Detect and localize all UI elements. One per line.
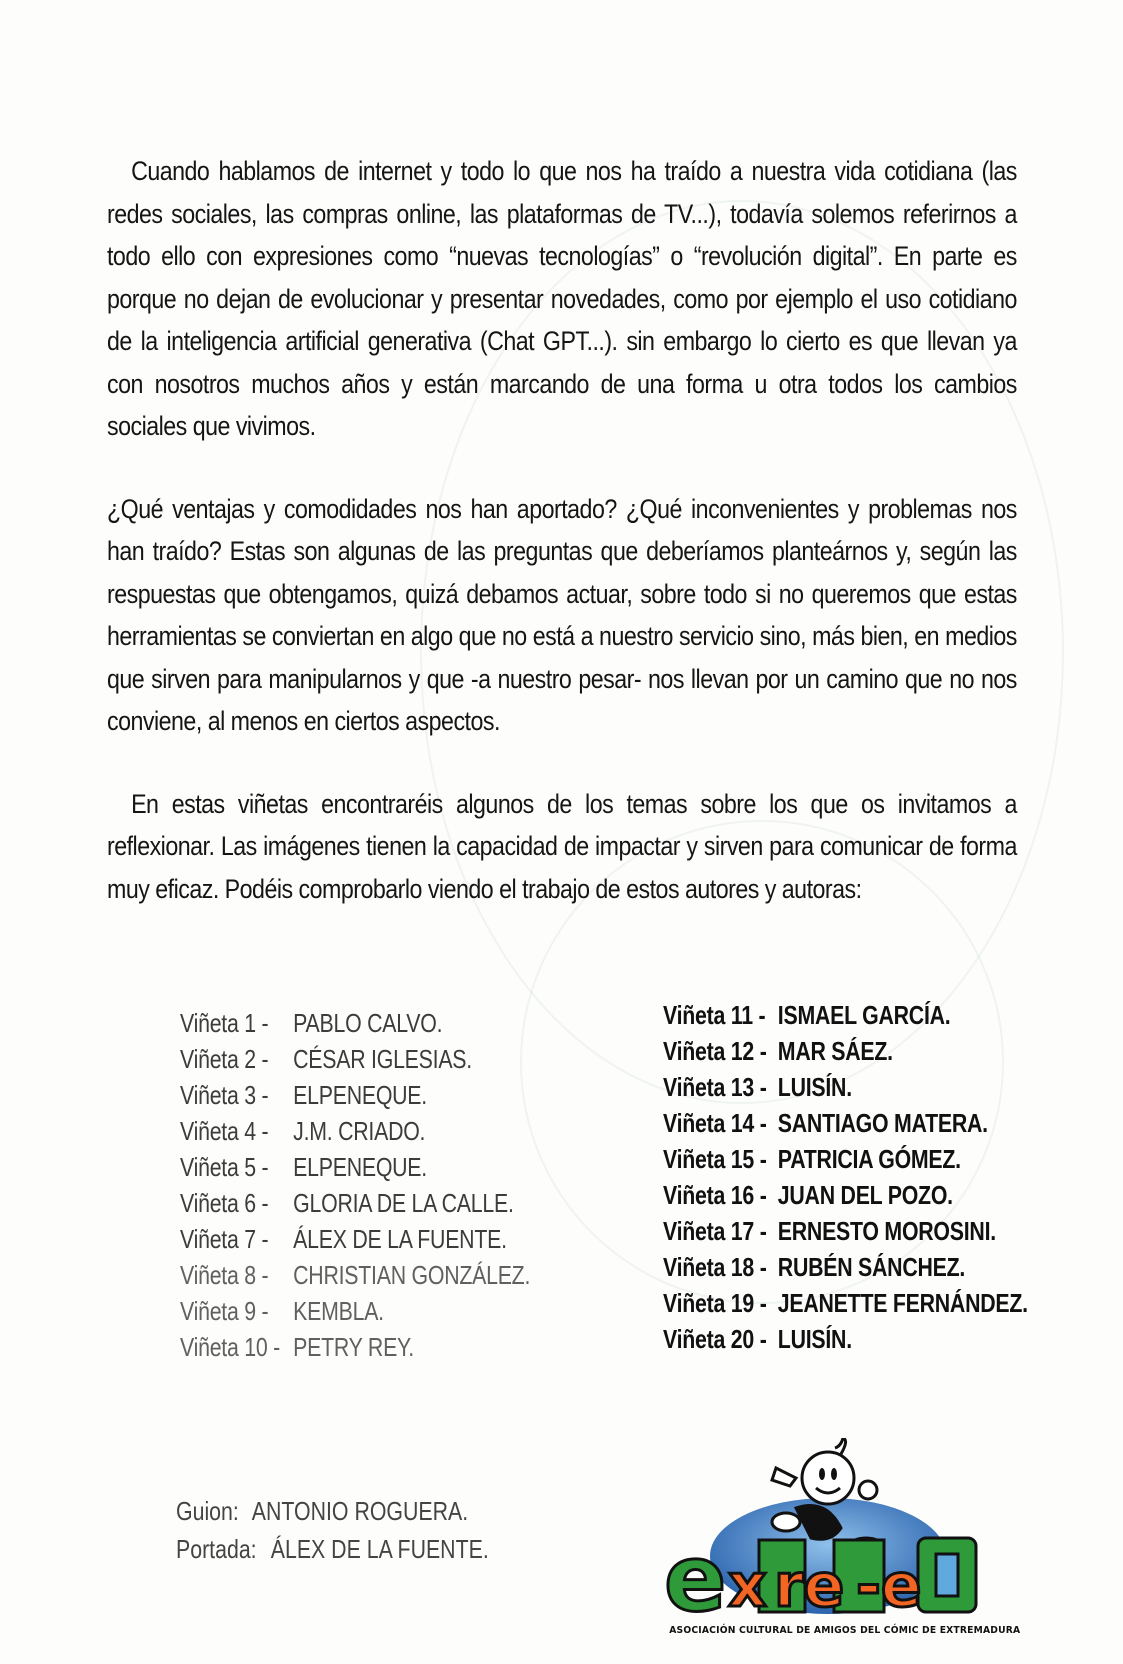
- paragraph-invitation: [107, 783, 1017, 911]
- vineta-label: Viñeta 4 -: [180, 1116, 269, 1146]
- paragraph-questions: [107, 488, 1017, 743]
- vineta-author: MAR SÁEZ.: [777, 1036, 893, 1066]
- vineta-label: Viñeta 5 -: [180, 1152, 269, 1182]
- vineta-list-item: [180, 1257, 530, 1293]
- vineta-label: Viñeta 11 -: [663, 1000, 766, 1030]
- vineta-label: Viñeta 1 -: [180, 1008, 269, 1038]
- credit-portada: [176, 1530, 489, 1568]
- credit-guion-label: Guion:: [176, 1496, 239, 1526]
- svg-text:e: e: [664, 1525, 727, 1623]
- vineta-author: RUBÉN SÁNCHEZ.: [777, 1252, 966, 1282]
- vineta-author: PABLO CALVO.: [293, 1008, 443, 1038]
- credit-portada-value: ÁLEX DE LA FUENTE.: [270, 1534, 489, 1564]
- credit-portada-label: Portada:: [176, 1534, 257, 1564]
- vineta-author: ELPENEQUE.: [293, 1080, 427, 1110]
- vineta-author: J.M. CRIADO.: [293, 1116, 426, 1146]
- svg-text:-e: -e: [856, 1551, 922, 1621]
- vineta-author: LUISÍN.: [777, 1072, 852, 1102]
- credit-guion: [176, 1492, 489, 1530]
- vineta-list-item: [180, 1041, 530, 1077]
- vineta-list-item: [663, 997, 1028, 1033]
- vineta-label: Viñeta 19 -: [663, 1288, 767, 1318]
- vineta-label: Viñeta 10 -: [180, 1332, 281, 1362]
- vineta-label: Viñeta 13 -: [663, 1072, 767, 1102]
- vineta-list-item: [180, 1005, 530, 1041]
- vineta-label: Viñeta 17 -: [663, 1216, 767, 1246]
- body-text: [107, 150, 1017, 950]
- vineta-author: PETRY REY.: [293, 1332, 414, 1362]
- vineta-author: SANTIAGO MATERA.: [777, 1108, 988, 1138]
- paragraph-intro: [107, 150, 1017, 448]
- vineta-label: Viñeta 20 -: [663, 1324, 767, 1354]
- vineta-list-item: [180, 1185, 530, 1221]
- extrebeo-logo: [656, 1438, 1021, 1648]
- vineta-label: Viñeta 14 -: [663, 1108, 767, 1138]
- vineta-label: Viñeta 7 -: [180, 1224, 269, 1254]
- vineta-list-item: [180, 1293, 530, 1329]
- vineta-author: GLORIA DE LA CALLE.: [293, 1188, 514, 1218]
- vineta-list-item: [663, 1105, 1028, 1141]
- vinetas-list-left: [180, 1005, 530, 1365]
- vineta-author: ISMAEL GARCÍA.: [777, 1000, 951, 1030]
- vineta-label: Viñeta 15 -: [663, 1144, 767, 1174]
- vineta-author: ERNESTO MOROSINI.: [777, 1216, 996, 1246]
- vineta-list-item: [663, 1285, 1028, 1321]
- paragraph-intro-text: Cuando hablamos de internet y todo lo que nos ha traído a nuestra vida cotidiana (las redes sociales, las compras online, las plataformas de TV...), todavía solemos referirnos a todo ello con expresiones como “nuevas tecnologías” o “revolución digital”. En parte es porque no dejan de evolucionar y presentar novedades, como por ejemplo el uso cotidiano de la inteligencia artificial generativa (Chat GPT...). sin embargo lo cierto es que llevan ya con nosotros muchos años y están marcando de una forma u otra todos los cambios sociales que vivimos.: [107, 156, 1017, 441]
- vineta-list-item: [180, 1221, 530, 1257]
- svg-text:re: re: [774, 1551, 845, 1621]
- vineta-list-item: [180, 1113, 530, 1149]
- vineta-author: JEANETTE FERNÁNDEZ.: [777, 1288, 1028, 1318]
- vineta-list-item: [180, 1149, 530, 1185]
- vineta-list-item: [180, 1077, 530, 1113]
- vineta-author: ELPENEQUE.: [293, 1152, 427, 1182]
- vineta-list-item: [663, 1249, 1028, 1285]
- vineta-label: Viñeta 16 -: [663, 1180, 767, 1210]
- vineta-author: LUISÍN.: [777, 1324, 852, 1354]
- credits: [176, 1492, 489, 1568]
- logo-caption: ASOCIACIÓN CULTURAL DE AMIGOS DEL CÓMIC DE EXTREMADURA: [669, 1625, 1021, 1636]
- vineta-author: CÉSAR IGLESIAS.: [293, 1044, 472, 1074]
- vineta-list-item: [663, 1213, 1028, 1249]
- vineta-label: Viñeta 9 -: [180, 1296, 269, 1326]
- vineta-label: Viñeta 6 -: [180, 1188, 269, 1218]
- vineta-list-item: [180, 1329, 530, 1365]
- vineta-list-item: [663, 1033, 1028, 1069]
- vinetas-list-right: [663, 997, 1028, 1357]
- extrebeo-mascot-logo-icon: [656, 1438, 986, 1623]
- vineta-author: ÁLEX DE LA FUENTE.: [293, 1224, 507, 1254]
- svg-text:x: x: [728, 1551, 767, 1621]
- credit-guion-value: ANTONIO ROGUERA.: [251, 1496, 469, 1526]
- paragraph-invitation-text: En estas viñetas encontraréis algunos de los temas sobre los que os invitamos a reflexionar. Las imágenes tienen la capacidad de impactar y sirven para comunicar de forma muy eficaz. Podéis comprobarlo viendo el trabajo de estos autores y autoras:: [107, 788, 1017, 904]
- vineta-author: PATRICIA GÓMEZ.: [777, 1144, 961, 1174]
- vineta-label: Viñeta 12 -: [663, 1036, 767, 1066]
- paragraph-questions-text: ¿Qué ventajas y comodidades nos han aportado? ¿Qué inconvenientes y problemas nos han traído? Estas son algunas de las preguntas que deberíamos planteárnos y, según las respuestas que obtengamos, quizá debamos actuar, sobre todo si no queremos que estas herramientas se conviertan en algo que no está a nuestro servicio sino, más bien, en medios que sirven para manipularnos y que -a nuestro pesar- nos llevan por un camino que no nos conviene, al menos en ciertos aspectos.: [107, 493, 1017, 736]
- vineta-author: KEMBLA.: [293, 1296, 384, 1326]
- vineta-label: Viñeta 8 -: [180, 1260, 269, 1290]
- vineta-list-item: [663, 1321, 1028, 1357]
- vineta-author: CHRISTIAN GONZÁLEZ.: [293, 1260, 531, 1290]
- vineta-label: Viñeta 2 -: [180, 1044, 269, 1074]
- vineta-list-item: [663, 1177, 1028, 1213]
- vineta-list-item: [663, 1069, 1028, 1105]
- vineta-list-item: [663, 1141, 1028, 1177]
- vineta-label: Viñeta 3 -: [180, 1080, 269, 1110]
- vineta-author: JUAN DEL POZO.: [777, 1180, 953, 1210]
- vineta-label: Viñeta 18 -: [663, 1252, 767, 1282]
